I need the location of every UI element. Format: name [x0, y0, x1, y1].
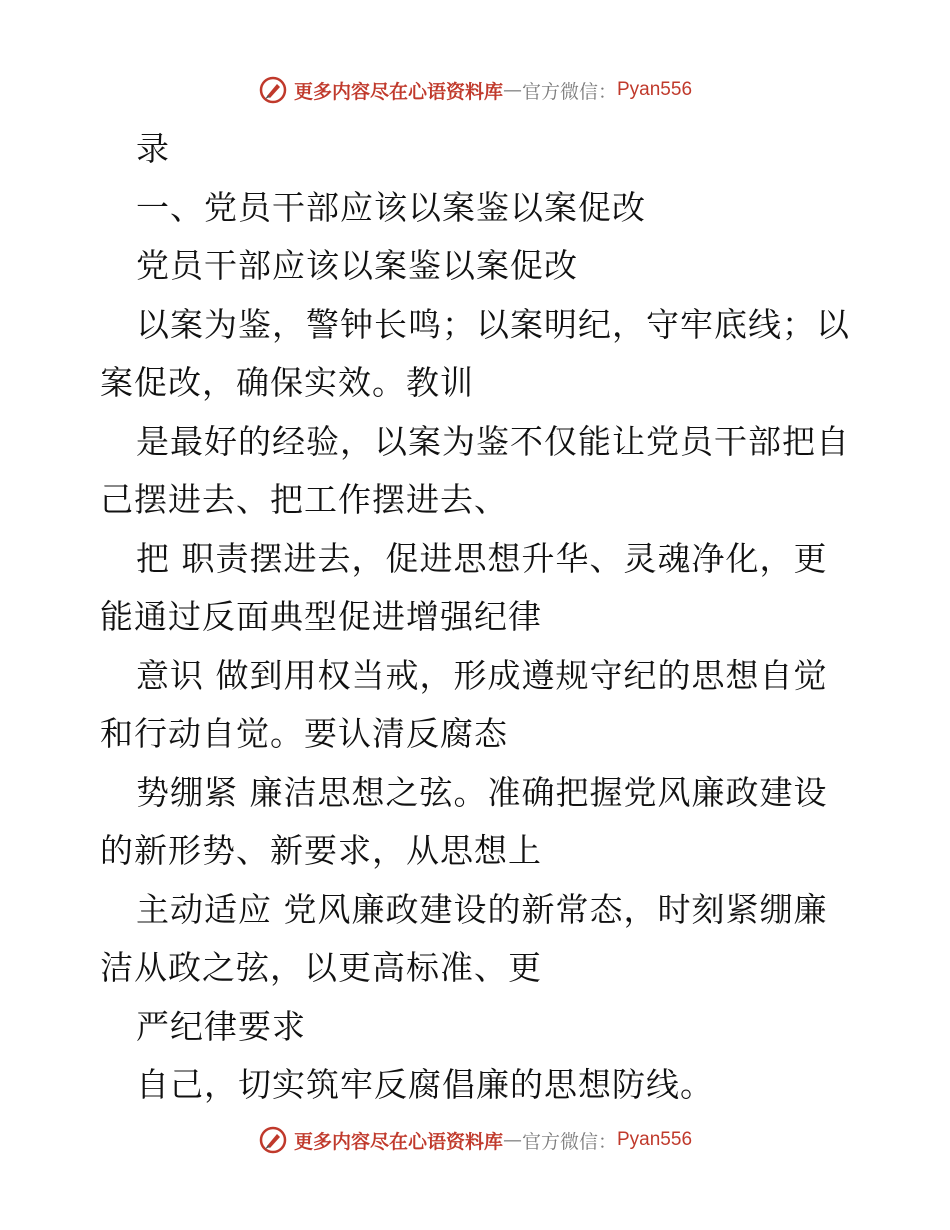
text-line: 案促改，确保实效。教训 — [100, 363, 474, 402]
text-line: 以案为鉴，警钟长鸣；以案明纪，守牢底线；以 — [136, 304, 850, 344]
wechat-id: Pyan556 — [617, 1129, 693, 1150]
wechat-id: Pyan556 — [617, 79, 693, 100]
pen-nib-logo-icon — [258, 1125, 288, 1155]
text-line: 把 职责摆进去，促进思想升华、灵魂净化，更 — [136, 538, 828, 578]
pen-nib-logo-icon — [258, 75, 288, 105]
text-line: 是最好的经验，以案为鉴不仅能让党员干部把自 — [136, 421, 850, 461]
header-banner — [0, 70, 950, 110]
text-line: 和行动自觉。要认清反腐态 — [100, 714, 508, 753]
wechat-label: 官方微信： — [521, 80, 617, 103]
text-line: 意识 做到用权当戒，形成遵规守纪的思想自觉 — [136, 655, 828, 695]
footer-banner — [0, 1120, 950, 1160]
document-body — [100, 120, 860, 1115]
text-line: 势绷紧 廉洁思想之弦。准确把握党风廉政建设 — [136, 772, 828, 812]
site-name-text: 更多内容尽在心语资料库 — [293, 80, 503, 103]
text-line: 洁从政之弦，以更高标准、更 — [100, 948, 542, 987]
text-line: 严纪律要求 — [136, 1006, 306, 1046]
text-line: 的新形势、新要求，从思想上 — [100, 831, 542, 870]
text-line: 自己，切实筑牢反腐倡廉的思想防线。 — [136, 1065, 714, 1104]
text-line: 录 — [136, 129, 170, 168]
site-name-text: 更多内容尽在心语资料库 — [293, 1130, 503, 1153]
wechat-label: 官方微信： — [521, 1130, 617, 1153]
text-line: 主动适应 党风廉政建设的新常态，时刻紧绷廉 — [136, 889, 828, 929]
section-heading: 一、党员干部应该以案鉴以案促改 — [136, 187, 646, 227]
text-line: 己摆进去、把工作摆进去、 — [100, 480, 508, 519]
subheading: 党员干部应该以案鉴以案促改 — [136, 246, 578, 285]
banner-dash: — — [502, 79, 522, 101]
banner-dash: — — [502, 1129, 522, 1151]
text-line: 能通过反面典型促进增强纪律 — [100, 597, 542, 636]
